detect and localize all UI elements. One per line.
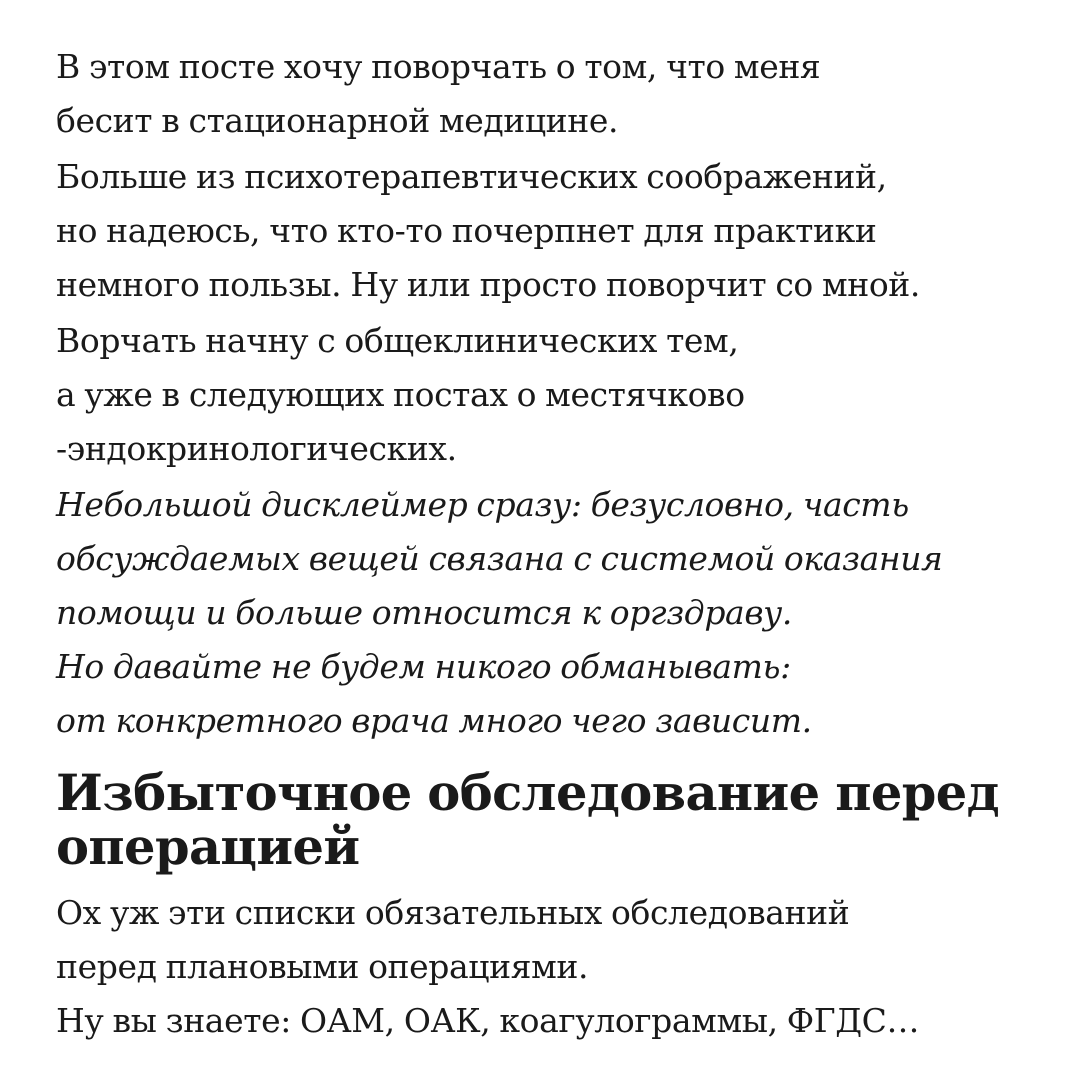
text-line: немного пользы. Ну или просто поворчит со мной. (56, 265, 920, 304)
text-line: Ворчать начну с общеклинических тем, (56, 321, 739, 360)
text-line: В этом посте хочу поворчать о том, что меня (56, 47, 821, 86)
text-line: от конкретного врача много чего зависит. (56, 701, 812, 740)
text-line: Ох уж эти списки обязательных обследований (56, 893, 850, 932)
section-heading: Избыточное обследование перед операцией (56, 764, 1000, 876)
purpose-paragraph (56, 150, 1066, 312)
text-line: Небольшой дисклеймер сразу: безусловно, часть (56, 485, 909, 524)
text-line: перед плановыми операциями. (56, 947, 589, 986)
text-line: обсуждаемых вещей связана с системой оказания (56, 539, 943, 578)
disclaimer-paragraph (56, 478, 1066, 748)
post-text (56, 40, 1066, 1050)
plan-paragraph (56, 314, 1066, 476)
text-line: Но давайте не будем никого обманывать: (56, 647, 791, 686)
intro-paragraph (56, 40, 1066, 148)
text-line: -эндокринологических. (56, 429, 457, 468)
text-line: но надеюсь, что кто-то почерпнет для практики (56, 211, 877, 250)
text-line: а уже в следующих постах о местячково (56, 375, 745, 414)
section-paragraph (56, 886, 1066, 1048)
text-line: Ну вы знаете: ОАМ, ОАК, коагулограммы, ФГДС… (56, 1001, 920, 1040)
text-line: бесит в стационарной медицине. (56, 101, 619, 140)
text-line: помощи и больше относится к оргздраву. (56, 593, 792, 632)
text-line: Больше из психотерапевтических соображений, (56, 157, 887, 196)
